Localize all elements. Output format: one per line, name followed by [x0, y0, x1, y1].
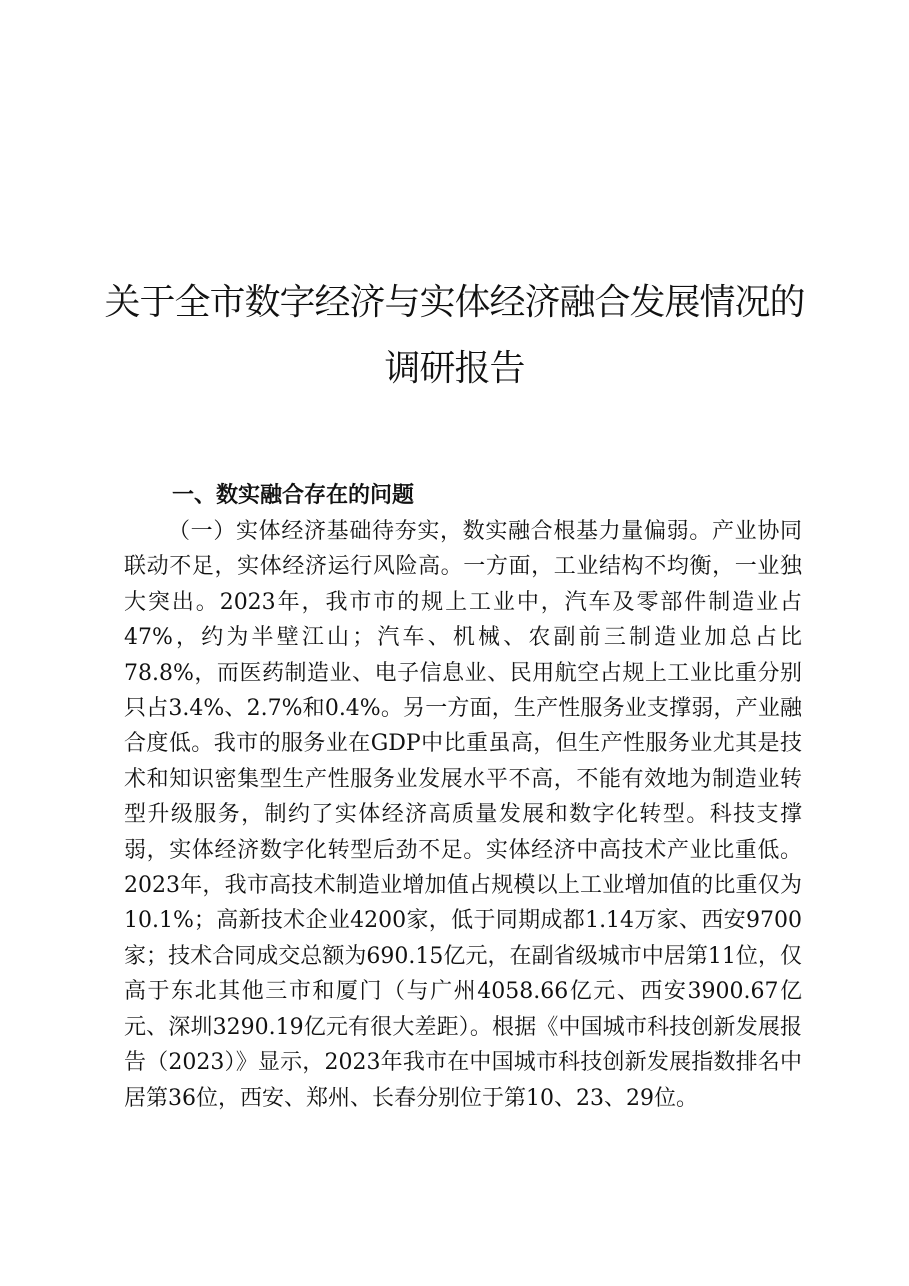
body-paragraph: [124, 514, 802, 1116]
section-heading: 一、数实融合存在的问题: [172, 483, 415, 508]
paragraph-text: 产业协同联动不足，实体经济运行风险高。一方面，工业结构不均衡，一业独大突出。2023年，我市市的规上工业中，汽车及零部件制造业占47%，约为半壁江山；汽车、机械、农副前三制造业加总占比78.8%，而医药制造业、电子信息业、民用航空占规上工业比重分别只占3.4%、2.7%和0.4%。另一方面，生产性服务业支撑弱，产业融合度低。我市的服务业在GDP中比重虽高，但生产性服务业尤其是技术和知识密集型生产性服务业发展水平不高，不能有效地为制造业转型升级服务，制约了实体经济高质量发展和数字化转型。科技支撑弱，实体经济数字化转型后劲不足。实体经济中高技术产业比重低。2023年，我市高技术制造业增加值占规模以上工业增加值的比重仅为10.1%；高新技术企业4200家，低于同期成都1.14万家、西安9700家；技术合同成交总额为690.15亿元，在副省级城市中居第11位，仅高于东北其他三市和厦门（与广州4058.66亿元、西安3900.67亿元、深圳3290.19亿元有很大差距）。根据《中国城市科技创新发展报告（2023）》显示，2023年我市在中国城市科技创新发展指数排名中居第36位，西安、郑州、长春分别位于第10、23、29位。: [124, 519, 802, 1111]
subsection-heading: （一）实体经济基础待夯实，数实融合根基力量偏弱。: [168, 519, 712, 544]
document-title-line-1: 关于全市数字经济与实体经济融合发展情况的: [104, 282, 805, 323]
document-title-line-2: 调研报告: [384, 348, 525, 389]
